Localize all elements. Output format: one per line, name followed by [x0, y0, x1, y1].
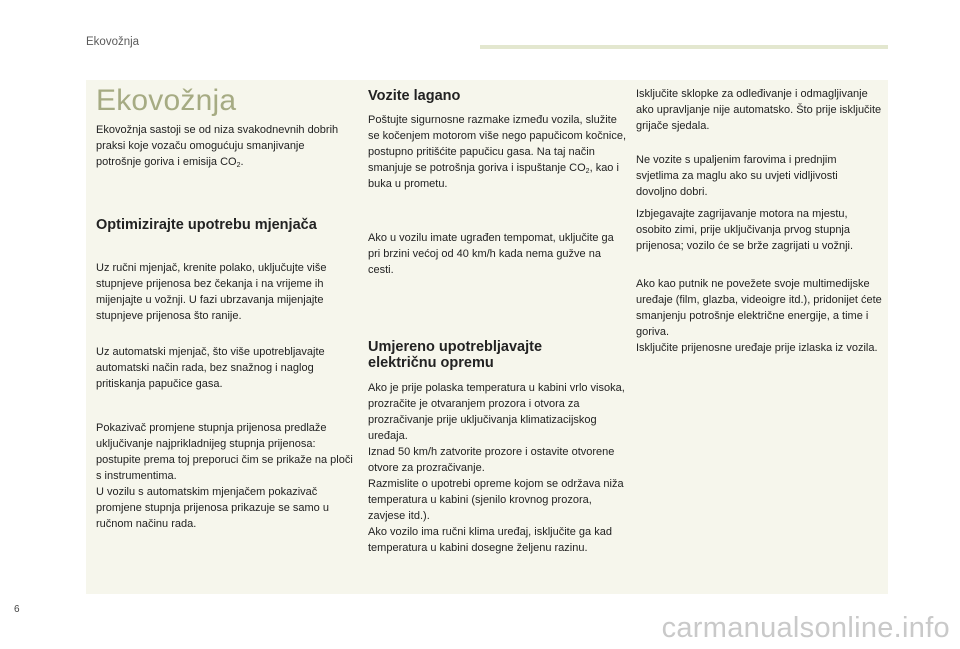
- co2-subscript: 2: [236, 162, 241, 169]
- content-panel: [86, 80, 888, 594]
- gears-paragraph-1: Uz ručni mjenjač, krenite polako, uključujte više stupnjeve prijenosa bez čekanja i na vrijeme ih mijenjajte u vožnji. U fazi ubrzavanja mijenjajte stupnjeve prijenosa što ranije.: [96, 262, 327, 322]
- gently-text: Poštujte sigurnosne razmake između vozila, služite se kočenjem motorom više nego papučicom kočnice, postupno pritišćite papučicu gasa. Na taj način smanjuje se potrošnja goriva i ispuštanje CO: [368, 114, 627, 174]
- watermark: carmanualsonline.info: [661, 612, 950, 644]
- header-rule: [480, 45, 888, 49]
- intro-text-end: .: [240, 156, 244, 168]
- page-title: Ekovožnja: [96, 84, 237, 117]
- col3-paragraph-3: Izbjegavajte zagrijavanje motora na mjestu, osobito zimi, prije uključivanja prvog stupnja prijenosa; vozilo će se brže zagrijati u vožnji.: [636, 208, 854, 252]
- col3-paragraph-4: Ako kao putnik ne povežete svoje multimedijske uređaje (film, glazba, videoigre itd.), pridonijet ćete smanjenju potrošnje električne energije, a time i goriva. Isključite prijenosne uređaje prije izlaska iz vozila.: [636, 278, 882, 354]
- intro-paragraph: [96, 122, 346, 170]
- gears-paragraph-2: Uz automatski mjenjač, što više upotrebljavajte automatski način rada, bez snažnog i naglog pritiskanja papučice gasa.: [96, 346, 325, 390]
- gently-text-end: , kao i buka u prometu.: [368, 162, 619, 190]
- running-head: Ekovožnja: [86, 36, 140, 48]
- gently-paragraph-2: Ako u vozilu imate ugrađen tempomat, uključite ga pri brzini većoj od 40 km/h kada nema gužve na cesti.: [368, 232, 614, 276]
- electric-paragraph-1: Ako je prije polaska temperatura u kabini vrlo visoka, prozračite je otvaranjem prozora i otvora za prozračivanje prije uključivanja klimatizacijskog uređaja. Iznad 50 km/h zatvorite prozore i ostavite otvorene otvore za prozračivanje. Razmislite o upotrebi opreme kojom se održava niža temperatura u kabini (sjenilo krovnog prozora, zavjese itd.). Ako vozilo ima ručni klima uređaj, isključite ga kad temperatura u kabini dosegne željenu razinu.: [368, 382, 625, 554]
- section-heading-electric: Umjereno upotrebljavajte električnu opremu: [368, 339, 543, 371]
- page-number: 6: [14, 604, 20, 615]
- col3-paragraph-2: Ne vozite s upaljenim farovima i prednjim svjetlima za maglu ako su uvjeti vidljivosti dovoljno dobri.: [636, 154, 838, 198]
- section-heading-gears: Optimizirajte upotrebu mjenjača: [96, 217, 317, 233]
- co2-subscript-2: 2: [585, 168, 590, 175]
- section-heading-gently: Vozite lagano: [368, 88, 461, 104]
- col3-paragraph-1: Isključite sklopke za odleđivanje i odmagljivanje ako upravljanje nije automatsko. Što prije isključite grijače sjedala.: [636, 88, 882, 132]
- gently-paragraph-1: [368, 112, 626, 192]
- intro-text: Ekovožnja sastoji se od niza svakodnevnih dobrih praksi koje vozaču omogućuju smanjivanje potrošnje goriva i emisija CO: [96, 124, 339, 168]
- gears-paragraph-3: Pokazivač promjene stupnja prijenosa predlaže uključivanje najprikladnijeg stupnja prijenosa: postupite prema toj preporuci čim se prikaže na ploči s instrumentima. U vozilu s automatskim mjenjačem pokazivač promjene stupnja prijenosa prikazuje se samo u ručnom načinu rada.: [96, 422, 353, 530]
